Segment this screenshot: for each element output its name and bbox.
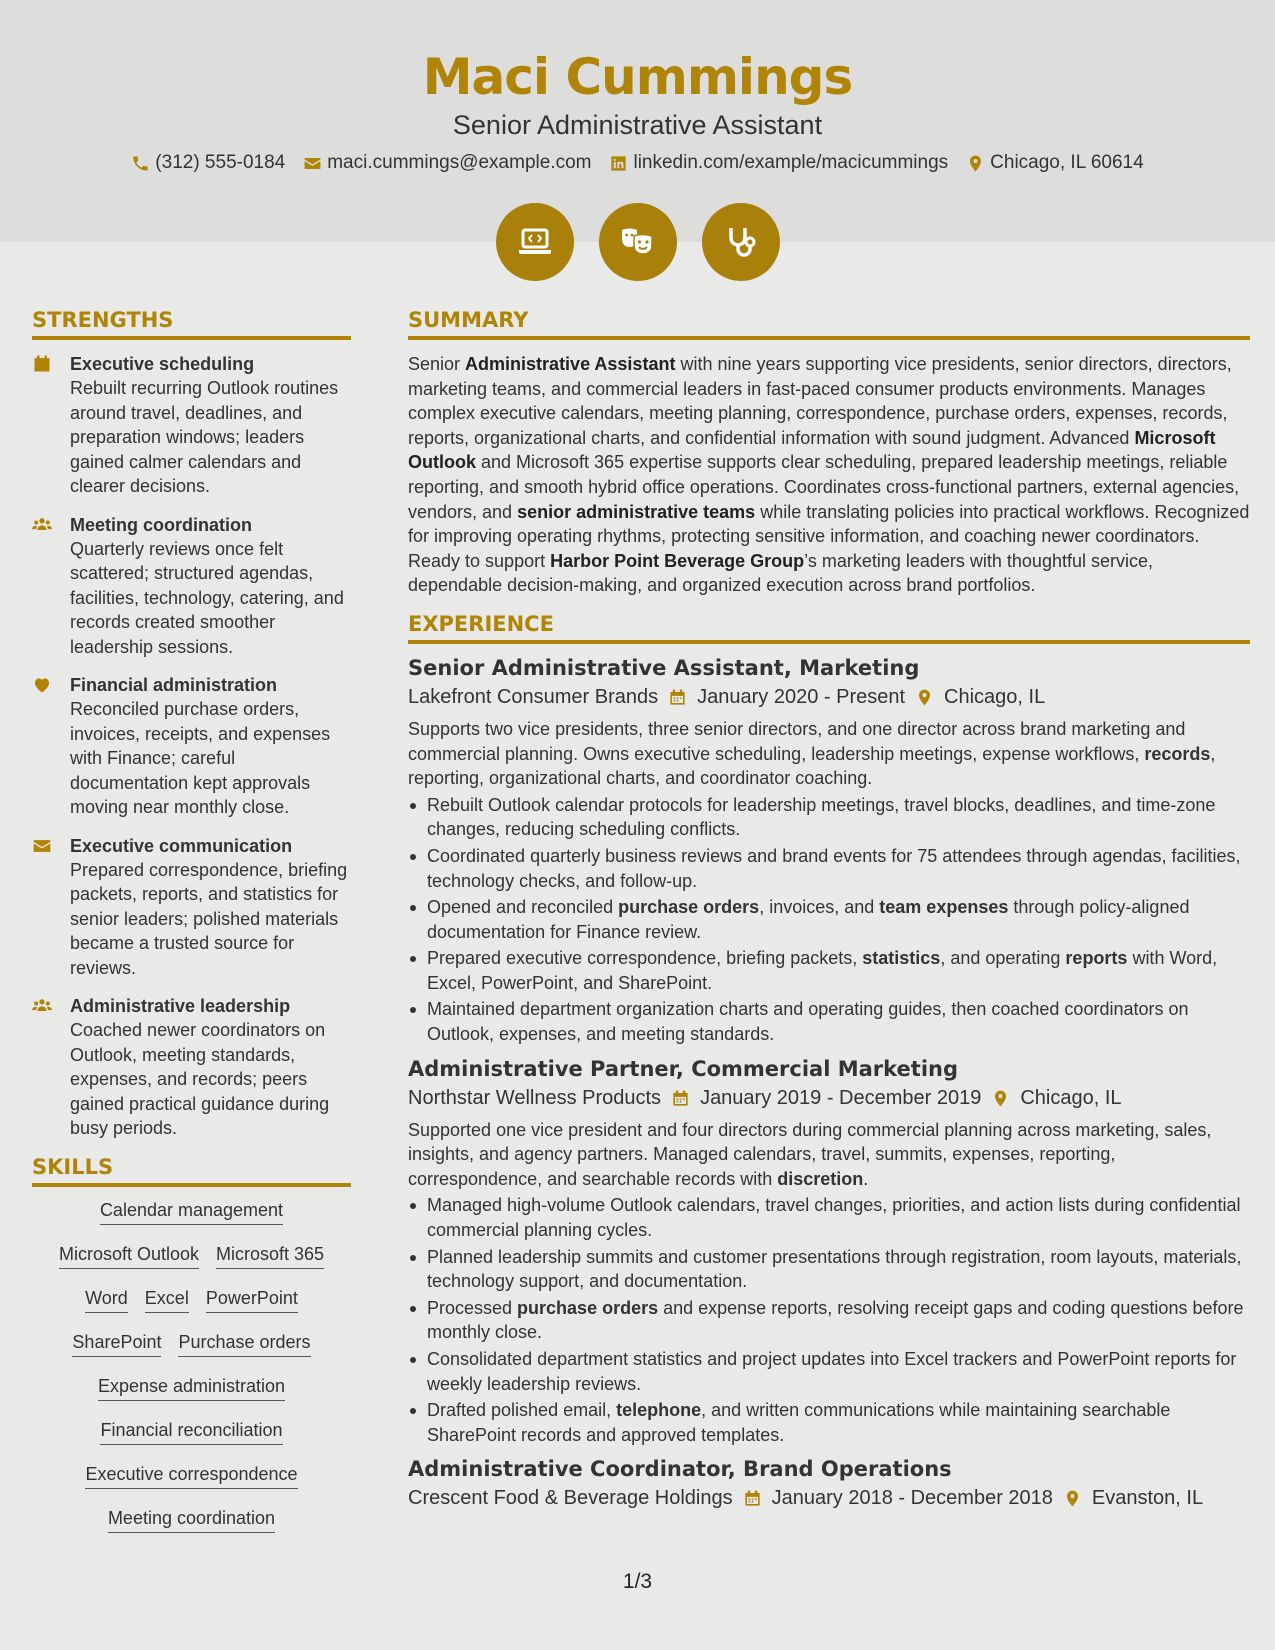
job-entry — [408, 1457, 1250, 1510]
skill-tag: Executive correspondence — [85, 1463, 297, 1489]
skill-tag: Microsoft 365 — [216, 1243, 324, 1269]
text-run: while translating policies into practical workflows. Recognized for improving operating rhythms, protecting sensitive information, and coaching newer coordinators. Ready to support — [408, 501, 1250, 571]
job-bullet — [408, 1245, 1250, 1294]
text-run: Planned leadership summits and customer presentations through registration, room layouts, materials, technology support, and documentation. — [427, 1246, 1242, 1292]
emphasis-text: team expenses — [879, 897, 1009, 918]
text-run: . — [863, 1168, 869, 1189]
emphasis-text: telephone — [616, 1400, 702, 1421]
strength-title: Executive communication — [70, 835, 293, 856]
strength-item — [32, 994, 351, 1141]
emphasis-text: records — [1144, 743, 1211, 764]
skill-row — [32, 1463, 351, 1489]
badge-stethoscope — [702, 203, 780, 281]
text-run: Prepared executive correspondence, briefing packets, — [427, 948, 863, 969]
strength-item — [32, 673, 351, 820]
strength-desc: Quarterly reviews once felt scattered; structured agendas, facilities, technology, catering, and records created smoother leadership sessions. — [70, 538, 344, 657]
right-column — [408, 308, 1250, 1520]
experience-list — [408, 656, 1250, 1510]
job-meta — [408, 1087, 1250, 1110]
phone-icon — [131, 154, 150, 173]
skill-row — [32, 1331, 351, 1357]
job-bullet — [408, 1347, 1250, 1396]
emphasis-text: Administrative Assistant — [465, 354, 676, 374]
text-run: , invoices, and — [759, 897, 880, 918]
text-run: , reporting, organizational charts, and coordinator coaching. — [408, 743, 1216, 789]
laptop-code-icon — [515, 222, 555, 262]
skill-row — [32, 1287, 351, 1313]
job-bullet — [408, 1296, 1250, 1345]
location-icon — [991, 1089, 1010, 1108]
text-run: Opened and reconciled — [427, 897, 619, 918]
contact-email-text: maci.cummings@example.com — [327, 152, 592, 173]
text-run: Supports two vice presidents, three senior directors, and one director across brand marketing and commercial planning. Owns executive scheduling, leadership meetings, expense workflows, — [408, 718, 1186, 764]
job-bullets — [408, 793, 1250, 1047]
skill-tag: Purchase orders — [178, 1331, 310, 1357]
job-title: Administrative Coordinator, Brand Operations — [408, 1457, 952, 1482]
emphasis-text: senior administrative teams — [517, 501, 756, 522]
skill-tag: Excel — [145, 1287, 189, 1313]
skill-tag: Expense administration — [98, 1375, 285, 1401]
theater-masks-icon — [618, 222, 658, 262]
text-run: through policy-aligned documentation for Finance review. — [427, 897, 1190, 942]
text-run: with nine years supporting vice presidents, senior directors, directors, marketing teams, and commercial leaders in fast-paced consumer products environments. Manages complex executive calendars, meeting planning, correspondence, purchase orders, expenses, records, reports, organizational charts, and confidential information with sound judgment. Advanced — [408, 354, 1232, 448]
strength-item — [32, 352, 351, 499]
job-bullet — [408, 997, 1250, 1046]
strength-item — [32, 513, 351, 660]
text-run: and expense reports, resolving receipt gaps and coding questions before monthly close. — [427, 1297, 1244, 1343]
text-run: Processed — [427, 1297, 518, 1318]
skill-row — [32, 1419, 351, 1445]
text-run: and Microsoft 365 expertise supports clear scheduling, prepared leadership meetings, reliable reporting, and smooth hybrid office operations. Coordinates cross-functional partners, external agencies, vendors, and — [408, 452, 1240, 522]
text-run: Managed high-volume Outlook calendars, travel changes, priorities, and action lists during confidential commercial planning cycles. — [427, 1195, 1241, 1241]
job-location: Evanston, IL — [1091, 1487, 1204, 1510]
envelope-icon — [32, 836, 52, 856]
skill-tag: Word — [85, 1287, 128, 1313]
calendar-icon — [668, 688, 687, 707]
job-meta — [408, 1487, 1250, 1510]
contact-linkedin-text: linkedin.com/example/macicummings — [633, 152, 949, 173]
page-number: 1/3 — [622, 1570, 653, 1593]
strength-title: Administrative leadership — [70, 996, 291, 1016]
strength-item — [32, 834, 351, 981]
strength-desc: Coached newer coordinators on Outlook, meeting standards, expenses, and records; peers gained practical guidance during busy periods. — [70, 1020, 330, 1138]
strength-title: Meeting coordination — [70, 514, 252, 535]
text-run: , and operating — [940, 948, 1066, 969]
job-bullets — [408, 1193, 1250, 1447]
strength-desc: Prepared correspondence, briefing packets, reports, and statistics for senior leaders; polished materials became a trusted source for reviews. — [70, 859, 348, 978]
skill-row — [32, 1199, 351, 1225]
header-band — [0, 0, 1275, 242]
emphasis-text: Harbor Point Beverage Group — [550, 550, 805, 571]
contact-phone-text: (312) 555-0184 — [155, 152, 286, 173]
job-title: Administrative Partner, Commercial Marketing — [408, 1056, 959, 1081]
stethoscope-icon — [721, 222, 761, 262]
badge-laptop — [496, 203, 574, 281]
candidate-name: Maci Cummings — [422, 48, 853, 106]
strengths-title: STRENGTHS — [32, 308, 351, 340]
candidate-role: Senior Administrative Assistant — [452, 110, 823, 140]
text-run: Senior — [408, 354, 466, 374]
strength-title: Executive scheduling — [70, 354, 255, 374]
job-bullet — [408, 946, 1250, 995]
contact-linkedin[interactable] — [609, 152, 948, 174]
experience-title: EXPERIENCE — [408, 612, 1250, 644]
job-dates: January 2020 - Present — [697, 685, 906, 708]
skills-title: SKILLS — [32, 1155, 351, 1187]
contact-location — [966, 152, 1144, 174]
calendar-icon — [743, 1489, 762, 1508]
emphasis-text: statistics — [862, 948, 941, 969]
skills-list — [32, 1199, 351, 1533]
skill-tag: Calendar management — [100, 1199, 283, 1225]
contact-phone[interactable] — [131, 152, 285, 174]
job-bullet — [408, 793, 1250, 842]
skill-tag: Meeting coordination — [108, 1507, 275, 1533]
job-location: Chicago, IL — [1020, 1086, 1122, 1109]
job-company: Crescent Food & Beverage Holdings — [408, 1487, 733, 1510]
text-run: Drafted polished email, — [427, 1400, 617, 1421]
badge-masks — [599, 203, 677, 281]
emphasis-text: discretion — [777, 1168, 864, 1189]
strength-desc: Reconciled purchase orders, invoices, receipts, and expenses with Finance; careful documentation kept approvals moving near monthly close. — [70, 699, 331, 817]
emphasis-text: Microsoft Outlook — [408, 427, 1216, 473]
job-description — [408, 1118, 1250, 1192]
location-icon — [966, 154, 985, 173]
left-column — [32, 308, 351, 1551]
users-icon — [32, 515, 52, 535]
text-run: ’s marketing leaders with thoughtful service, dependable decision-making, and organized execution across brand portfolios. — [408, 550, 1153, 596]
strength-desc: Rebuilt recurring Outlook routines around travel, deadlines, and preparation windows; leaders gained calmer calendars and clearer decisions. — [70, 378, 339, 496]
job-dates: January 2019 - December 2019 — [700, 1086, 982, 1109]
calendar-icon — [32, 354, 52, 374]
job-bullet — [408, 844, 1250, 893]
summary-title: SUMMARY — [408, 308, 1250, 340]
contact-email[interactable] — [303, 152, 591, 174]
contact-row — [0, 152, 1275, 174]
skill-row — [32, 1375, 351, 1401]
job-entry — [408, 656, 1250, 1047]
text-run: Coordinated quarterly business reviews and brand events for 75 attendees through agendas, facilities, technology checks, and follow-up. — [427, 845, 1241, 891]
skill-tag: SharePoint — [72, 1331, 161, 1357]
skill-row — [32, 1507, 351, 1533]
text-run: , and written communications while maintaining searchable SharePoint records and approved templates. — [427, 1400, 1171, 1445]
emphasis-text: reports — [1065, 948, 1128, 969]
text-run: Rebuilt Outlook calendar protocols for leadership meetings, travel blocks, deadlines, and time-zone changes, reducing scheduling conflicts. — [427, 794, 1216, 840]
linkedin-icon — [609, 154, 628, 173]
location-icon — [1063, 1489, 1082, 1508]
contact-location-text: Chicago, IL 60614 — [990, 152, 1144, 173]
heart-icon — [32, 675, 52, 695]
skill-tag: Financial reconciliation — [100, 1419, 282, 1445]
emphasis-text: purchase orders — [517, 1297, 659, 1318]
calendar-icon — [671, 1089, 690, 1108]
emphasis-text: purchase orders — [618, 897, 760, 918]
job-bullet — [408, 1193, 1250, 1242]
job-bullet — [408, 895, 1250, 944]
job-bullet — [408, 1398, 1250, 1447]
text-run: Consolidated department statistics and project updates into Excel trackers and PowerPoint reports for weekly leadership reviews. — [427, 1349, 1237, 1394]
job-description — [408, 717, 1250, 791]
summary-text — [408, 352, 1250, 598]
job-company: Lakefront Consumer Brands — [408, 685, 659, 708]
users-icon — [32, 996, 52, 1016]
job-company: Northstar Wellness Products — [408, 1086, 662, 1109]
text-run: with Word, Excel, PowerPoint, and SharePoint. — [427, 948, 1218, 993]
strength-title: Financial administration — [70, 675, 278, 695]
job-title: Senior Administrative Assistant, Marketing — [408, 655, 920, 680]
skill-row — [32, 1243, 351, 1269]
email-icon — [303, 154, 322, 173]
job-location: Chicago, IL — [944, 685, 1046, 708]
job-meta — [408, 686, 1250, 709]
text-run: Supported one vice president and four directors during commercial planning across marketing, sales, insights, and agency partners. Managed calendars, travel, summits, expenses, reporting, correspondence, and searchable records with — [408, 1119, 1212, 1189]
skill-tag: Microsoft Outlook — [59, 1243, 199, 1269]
job-dates: January 2018 - December 2018 — [771, 1487, 1053, 1510]
job-entry — [408, 1057, 1250, 1448]
skill-tag: PowerPoint — [206, 1287, 298, 1313]
location-icon — [915, 688, 934, 707]
badge-row — [0, 203, 1275, 281]
text-run: Maintained department organization charts and operating guides, then coached coordinators on Outlook, expenses, and meeting standards. — [427, 999, 1189, 1045]
